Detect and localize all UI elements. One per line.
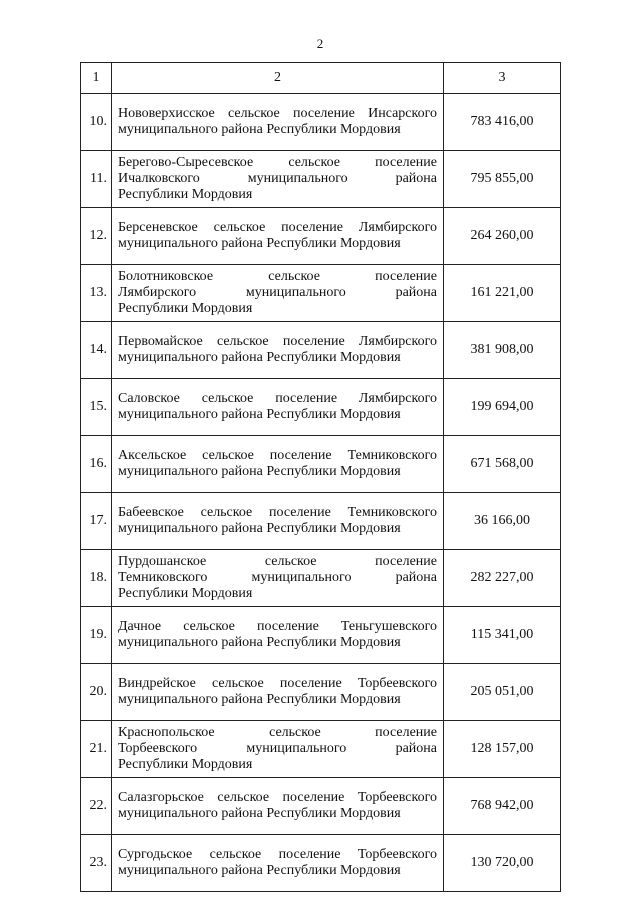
- table-header-row: [81, 63, 561, 94]
- row-number: 19.: [81, 607, 112, 664]
- settlement-name-line: муниципального района Республики Мордовия: [118, 464, 401, 479]
- amount: 381 908,00: [444, 322, 561, 379]
- settlement-name-line: Торбеевского муниципального района: [118, 741, 437, 756]
- amount: 768 942,00: [444, 778, 561, 835]
- settlement-name-line: Аксельское сельское поселение Темниковского: [118, 448, 437, 463]
- settlement-name: [112, 436, 444, 493]
- settlement-name: [112, 607, 444, 664]
- table-row: [81, 94, 561, 151]
- page-number: 2: [316, 36, 324, 51]
- table-row: [81, 778, 561, 835]
- table-row: [81, 151, 561, 208]
- row-number: 14.: [81, 322, 112, 379]
- row-number: 18.: [81, 550, 112, 607]
- settlement-name-line: Нововерхисское сельское поселение Инсарского: [118, 106, 437, 121]
- table-row: [81, 379, 561, 436]
- table-row: [81, 550, 561, 607]
- row-number: 15.: [81, 379, 112, 436]
- header-col-2: 2: [112, 63, 444, 94]
- settlement-name-line: муниципального района Республики Мордовия: [118, 407, 401, 422]
- row-number: 16.: [81, 436, 112, 493]
- settlement-name-line: Республики Мордовия: [118, 586, 253, 601]
- settlement-name: [112, 778, 444, 835]
- settlement-name-line: Первомайское сельское поселение Лямбирского: [118, 334, 437, 349]
- settlement-name: [112, 379, 444, 436]
- header-col-1: 1: [81, 63, 112, 94]
- settlement-name: [112, 322, 444, 379]
- row-number: 13.: [81, 265, 112, 322]
- settlement-name-line: муниципального района Республики Мордовия: [118, 236, 401, 251]
- table-row: [81, 721, 561, 778]
- settlement-name: [112, 151, 444, 208]
- settlement-name-line: муниципального района Республики Мордовия: [118, 122, 401, 137]
- settlement-name-line: Дачное сельское поселение Теньгушевского: [118, 619, 437, 634]
- settlement-name-line: Сургодьское сельское поселение Торбеевского: [118, 847, 437, 862]
- settlement-name-line: Берегово-Сыресевское сельское поселение: [118, 155, 437, 170]
- table-body: [81, 94, 561, 892]
- table-row: [81, 208, 561, 265]
- amount: 36 166,00: [444, 493, 561, 550]
- table-row: [81, 607, 561, 664]
- settlement-name-line: Ичалковского муниципального района: [118, 171, 437, 186]
- settlement-name-line: Республики Мордовия: [118, 757, 253, 772]
- row-number: 11.: [81, 151, 112, 208]
- row-number: 22.: [81, 778, 112, 835]
- amount: 161 221,00: [444, 265, 561, 322]
- amount: 795 855,00: [444, 151, 561, 208]
- table-row: [81, 436, 561, 493]
- table-row: [81, 664, 561, 721]
- settlement-name: [112, 550, 444, 607]
- row-number: 10.: [81, 94, 112, 151]
- amount: 115 341,00: [444, 607, 561, 664]
- settlement-name-line: Салазгорьское сельское поселение Торбеевского: [118, 790, 437, 805]
- row-number: 20.: [81, 664, 112, 721]
- settlement-name-line: Болотниковское сельское поселение: [118, 269, 437, 284]
- amount: 783 416,00: [444, 94, 561, 151]
- settlement-name-line: муниципального района Республики Мордовия: [118, 692, 401, 707]
- header-col-3: 3: [444, 63, 561, 94]
- amount: 671 568,00: [444, 436, 561, 493]
- settlement-name: [112, 265, 444, 322]
- amount: 199 694,00: [444, 379, 561, 436]
- amount: 128 157,00: [444, 721, 561, 778]
- table-row: [81, 265, 561, 322]
- settlement-name-line: Лямбирского муниципального района: [118, 285, 437, 300]
- settlement-name-line: Темниковского муниципального района: [118, 570, 437, 585]
- row-number: 12.: [81, 208, 112, 265]
- settlement-name: [112, 664, 444, 721]
- allocation-table: [80, 62, 561, 892]
- settlement-name-line: Берсеневское сельское поселение Лямбирского: [118, 220, 437, 235]
- row-number: 23.: [81, 835, 112, 892]
- settlement-name: [112, 493, 444, 550]
- amount: 264 260,00: [444, 208, 561, 265]
- settlement-name: [112, 835, 444, 892]
- settlement-name-line: муниципального района Республики Мордовия: [118, 863, 401, 878]
- row-number: 21.: [81, 721, 112, 778]
- amount: 130 720,00: [444, 835, 561, 892]
- table-row: [81, 322, 561, 379]
- table-row: [81, 835, 561, 892]
- settlement-name-line: Виндрейское сельское поселение Торбеевского: [118, 676, 437, 691]
- settlement-name-line: Краснопольское сельское поселение: [118, 725, 437, 740]
- settlement-name: [112, 94, 444, 151]
- settlement-name-line: Республики Мордовия: [118, 301, 253, 316]
- row-number: 17.: [81, 493, 112, 550]
- amount: 205 051,00: [444, 664, 561, 721]
- amount: 282 227,00: [444, 550, 561, 607]
- settlement-name-line: муниципального района Республики Мордовия: [118, 521, 401, 536]
- settlement-name-line: Пурдошанское сельское поселение: [118, 554, 437, 569]
- settlement-name: [112, 208, 444, 265]
- settlement-name-line: муниципального района Республики Мордовия: [118, 635, 401, 650]
- settlement-name-line: Республики Мордовия: [118, 187, 253, 202]
- settlement-name-line: Бабеевское сельское поселение Темниковского: [118, 505, 437, 520]
- settlement-name-line: муниципального района Республики Мордовия: [118, 806, 401, 821]
- settlement-name-line: муниципального района Республики Мордовия: [118, 350, 401, 365]
- settlement-name: [112, 721, 444, 778]
- settlement-name-line: Саловское сельское поселение Лямбирского: [118, 391, 437, 406]
- table-row: [81, 493, 561, 550]
